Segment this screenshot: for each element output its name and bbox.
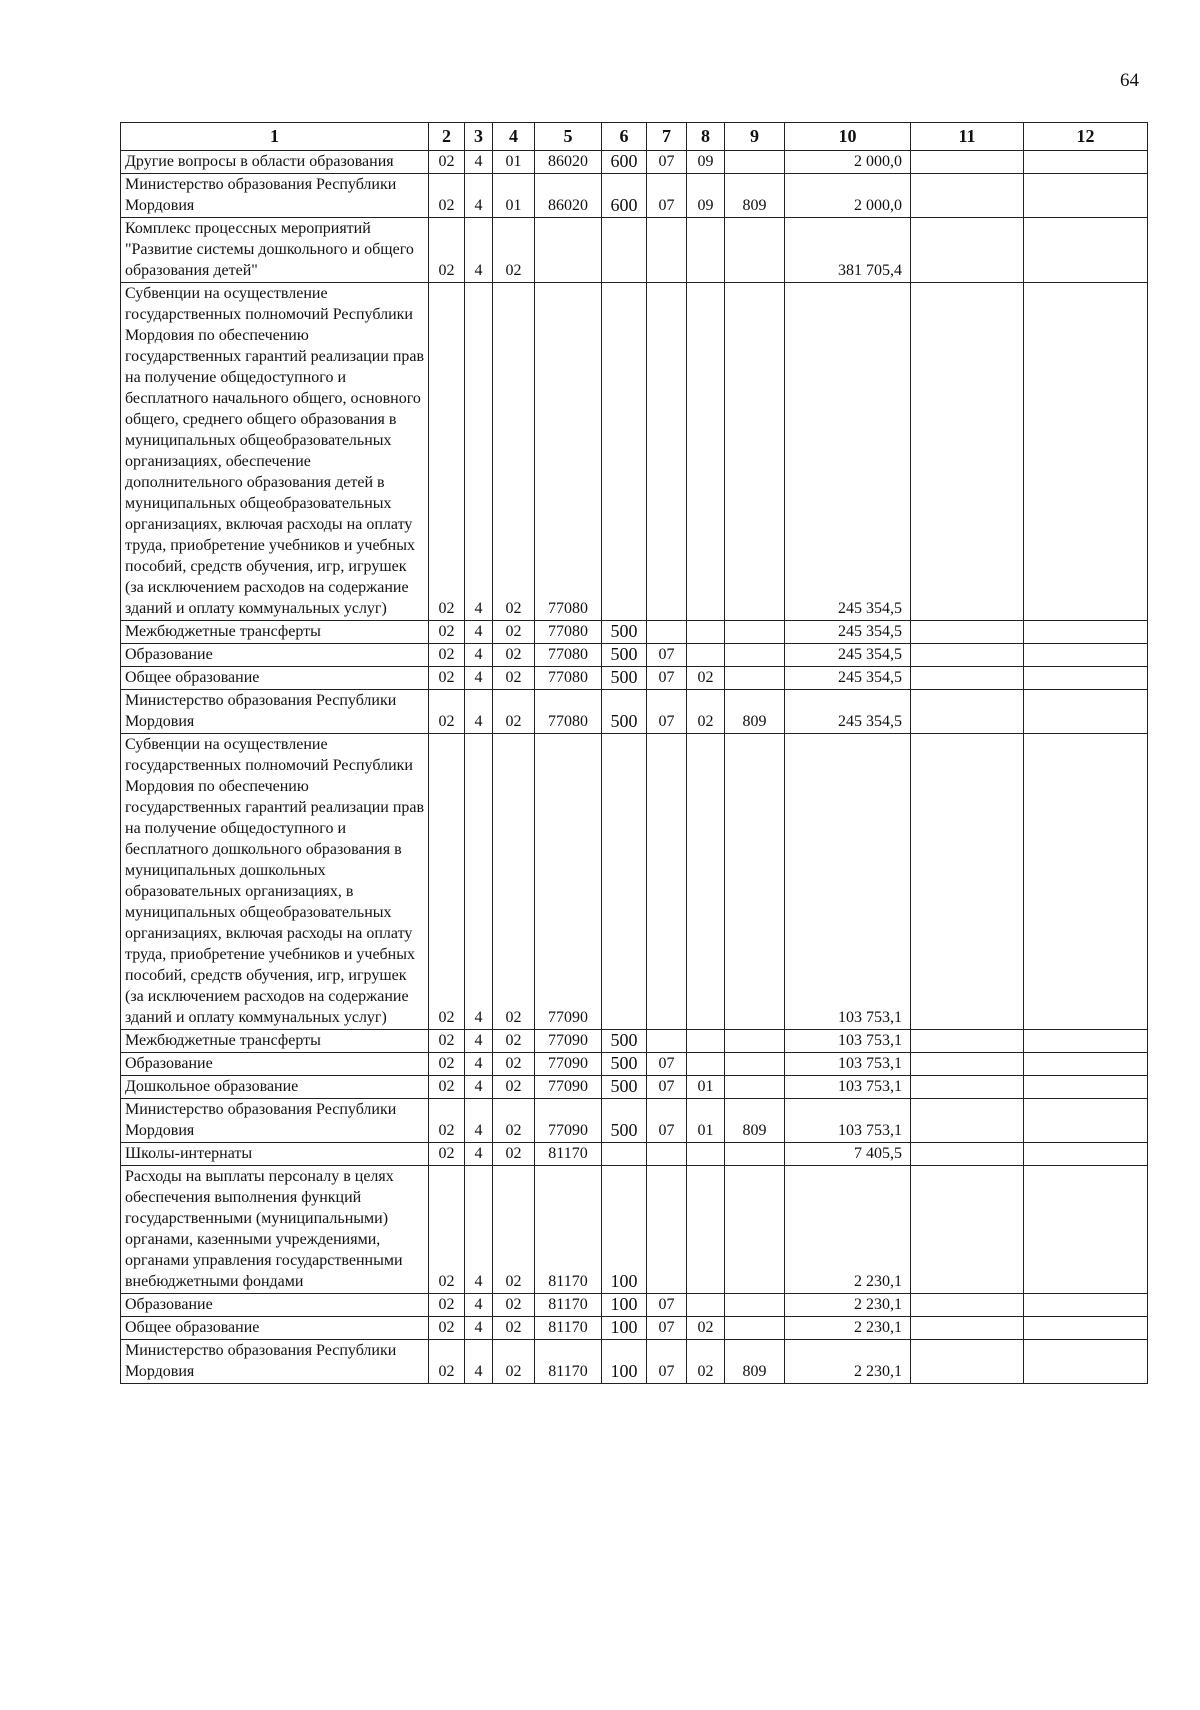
code-cell: 4 <box>465 1143 493 1166</box>
code-cell: 02 <box>429 283 465 621</box>
code-cell <box>725 734 785 1030</box>
amount-cell: 245 354,5 <box>785 283 911 621</box>
code-cell: 02 <box>493 218 535 283</box>
code-cell: 77080 <box>535 283 602 621</box>
code-cell <box>725 218 785 283</box>
table-row <box>121 1166 1148 1294</box>
row-description: Министерство образования Республики Мордовия <box>121 1340 429 1384</box>
code-cell <box>602 1143 647 1166</box>
code-cell: 500 <box>602 667 647 690</box>
row-description: Субвенции на осуществление государственных полномочий Республики Мордовия по обеспечению государственных гарантий реализации прав на получение общедоступного и бесплатного дошкольного образования в муниципальных дошкольных образовательных организациях, в муниципальных общеобразовательных организациях, включая расходы на оплату труда, приобретение учебников и учебных пособий, средств обучения, игр, игрушек (за исключением расходов на содержание зданий и оплату коммунальных услуг) <box>121 734 429 1030</box>
row-description: Общее образование <box>121 667 429 690</box>
code-cell: 02 <box>429 218 465 283</box>
code-cell: 100 <box>602 1340 647 1384</box>
code-cell <box>911 1030 1024 1053</box>
code-cell: 02 <box>493 1166 535 1294</box>
code-cell <box>911 1076 1024 1099</box>
column-header-3: 3 <box>465 123 493 151</box>
code-cell <box>687 644 725 667</box>
code-cell <box>911 690 1024 734</box>
code-cell: 100 <box>602 1317 647 1340</box>
row-description: Межбюджетные трансферты <box>121 1030 429 1053</box>
code-cell: 02 <box>493 621 535 644</box>
code-cell <box>911 1340 1024 1384</box>
row-description: Образование <box>121 1294 429 1317</box>
code-cell: 07 <box>647 667 687 690</box>
code-cell <box>1024 1076 1148 1099</box>
code-cell: 500 <box>602 1030 647 1053</box>
table-row <box>121 1030 1148 1053</box>
amount-cell: 245 354,5 <box>785 621 911 644</box>
code-cell: 02 <box>429 1143 465 1166</box>
code-cell: 77090 <box>535 1030 602 1053</box>
code-cell <box>725 1030 785 1053</box>
code-cell: 77080 <box>535 667 602 690</box>
code-cell <box>725 151 785 174</box>
table-row <box>121 283 1148 621</box>
amount-cell: 2 230,1 <box>785 1317 911 1340</box>
table-row <box>121 621 1148 644</box>
code-cell: 77080 <box>535 621 602 644</box>
code-cell: 02 <box>429 644 465 667</box>
code-cell: 02 <box>429 1030 465 1053</box>
code-cell: 81170 <box>535 1340 602 1384</box>
code-cell: 81170 <box>535 1143 602 1166</box>
table-row <box>121 151 1148 174</box>
code-cell <box>647 734 687 1030</box>
code-cell <box>602 218 647 283</box>
code-cell: 02 <box>493 1317 535 1340</box>
code-cell <box>725 1053 785 1076</box>
code-cell: 01 <box>687 1076 725 1099</box>
column-header-8: 8 <box>687 123 725 151</box>
page-number: 64 <box>1120 70 1139 91</box>
code-cell: 77090 <box>535 1053 602 1076</box>
code-cell: 09 <box>687 151 725 174</box>
code-cell: 02 <box>687 1317 725 1340</box>
code-cell <box>911 1294 1024 1317</box>
row-description: Субвенции на осуществление государственных полномочий Республики Мордовия по обеспечению государственных гарантий реализации прав на получение общедоступного и бесплатного начального общего, основного общего, среднего общего образования в муниципальных общеобразовательных организациях, обеспечение дополнительного образования детей в муниципальных общеобразовательных организациях, включая расходы на оплату труда, приобретение учебников и учебных пособий, средств обучения, игр, игрушек (за исключением расходов на содержание зданий и оплату коммунальных услуг) <box>121 283 429 621</box>
code-cell <box>687 1053 725 1076</box>
code-cell: 500 <box>602 621 647 644</box>
amount-cell: 2 000,0 <box>785 174 911 218</box>
code-cell: 81170 <box>535 1294 602 1317</box>
column-header-6: 6 <box>602 123 647 151</box>
budget-table <box>120 122 1148 1384</box>
row-description: Общее образование <box>121 1317 429 1340</box>
code-cell <box>1024 1053 1148 1076</box>
code-cell <box>911 1099 1024 1143</box>
code-cell <box>725 1166 785 1294</box>
table-row <box>121 174 1148 218</box>
code-cell: 07 <box>647 1340 687 1384</box>
code-cell: 4 <box>465 644 493 667</box>
column-header-12: 12 <box>1024 123 1148 151</box>
code-cell <box>647 1030 687 1053</box>
row-description: Министерство образования Республики Мордовия <box>121 174 429 218</box>
column-header-1: 1 <box>121 123 429 151</box>
table-row <box>121 734 1148 1030</box>
code-cell <box>1024 1340 1148 1384</box>
code-cell: 77080 <box>535 690 602 734</box>
amount-cell: 103 753,1 <box>785 734 911 1030</box>
code-cell <box>911 218 1024 283</box>
amount-cell: 2 230,1 <box>785 1340 911 1384</box>
code-cell: 500 <box>602 1076 647 1099</box>
code-cell <box>911 283 1024 621</box>
code-cell: 07 <box>647 1076 687 1099</box>
table-body <box>121 151 1148 1384</box>
code-cell <box>647 218 687 283</box>
code-cell <box>687 218 725 283</box>
code-cell: 02 <box>429 690 465 734</box>
code-cell: 500 <box>602 690 647 734</box>
amount-cell: 245 354,5 <box>785 644 911 667</box>
code-cell: 500 <box>602 1053 647 1076</box>
code-cell: 01 <box>493 151 535 174</box>
code-cell: 02 <box>493 283 535 621</box>
code-cell: 809 <box>725 690 785 734</box>
table-row <box>121 1294 1148 1317</box>
code-cell <box>687 1030 725 1053</box>
code-cell: 4 <box>465 690 493 734</box>
code-cell <box>535 218 602 283</box>
code-cell: 07 <box>647 1294 687 1317</box>
amount-cell: 245 354,5 <box>785 667 911 690</box>
row-description: Министерство образования Республики Мордовия <box>121 690 429 734</box>
row-description: Образование <box>121 1053 429 1076</box>
code-cell <box>725 1317 785 1340</box>
code-cell <box>1024 1294 1148 1317</box>
code-cell: 4 <box>465 151 493 174</box>
table-row <box>121 1099 1148 1143</box>
code-cell: 07 <box>647 1317 687 1340</box>
amount-cell: 245 354,5 <box>785 690 911 734</box>
code-cell <box>911 1143 1024 1166</box>
table-row <box>121 218 1148 283</box>
code-cell <box>1024 1030 1148 1053</box>
code-cell: 02 <box>493 1099 535 1143</box>
code-cell: 4 <box>465 218 493 283</box>
code-cell: 02 <box>429 667 465 690</box>
code-cell: 4 <box>465 1294 493 1317</box>
code-cell: 500 <box>602 644 647 667</box>
code-cell <box>687 1166 725 1294</box>
code-cell <box>725 644 785 667</box>
amount-cell: 2 230,1 <box>785 1166 911 1294</box>
code-cell: 02 <box>429 1053 465 1076</box>
table-header <box>121 123 1148 151</box>
code-cell <box>647 1166 687 1294</box>
table-row <box>121 1076 1148 1099</box>
code-cell <box>647 283 687 621</box>
code-cell <box>725 283 785 621</box>
code-cell: 86020 <box>535 151 602 174</box>
code-cell: 07 <box>647 174 687 218</box>
amount-cell: 7 405,5 <box>785 1143 911 1166</box>
amount-cell: 103 753,1 <box>785 1053 911 1076</box>
code-cell: 809 <box>725 174 785 218</box>
code-cell: 02 <box>429 1099 465 1143</box>
row-description: Министерство образования Республики Мордовия <box>121 1099 429 1143</box>
column-header-7: 7 <box>647 123 687 151</box>
code-cell: 02 <box>493 1053 535 1076</box>
code-cell <box>911 734 1024 1030</box>
code-cell: 02 <box>493 1143 535 1166</box>
code-cell: 4 <box>465 283 493 621</box>
column-header-5: 5 <box>535 123 602 151</box>
code-cell: 809 <box>725 1099 785 1143</box>
amount-cell: 2 000,0 <box>785 151 911 174</box>
row-description: Расходы на выплаты персоналу в целях обеспечения выполнения функций государственными (муниципальными) органами, казенными учреждениями, органами управления государственными внебюджетными фондами <box>121 1166 429 1294</box>
amount-cell: 381 705,4 <box>785 218 911 283</box>
code-cell <box>725 667 785 690</box>
code-cell <box>911 667 1024 690</box>
code-cell: 4 <box>465 1099 493 1143</box>
code-cell: 07 <box>647 151 687 174</box>
code-cell <box>1024 174 1148 218</box>
code-cell: 4 <box>465 1030 493 1053</box>
code-cell: 01 <box>493 174 535 218</box>
amount-cell: 103 753,1 <box>785 1076 911 1099</box>
code-cell: 02 <box>687 1340 725 1384</box>
code-cell <box>687 1294 725 1317</box>
table-row <box>121 1053 1148 1076</box>
code-cell <box>647 1143 687 1166</box>
code-cell <box>725 1076 785 1099</box>
column-header-11: 11 <box>911 123 1024 151</box>
code-cell <box>1024 1099 1148 1143</box>
code-cell: 02 <box>687 667 725 690</box>
code-cell <box>1024 734 1148 1030</box>
code-cell <box>1024 1166 1148 1294</box>
code-cell: 77090 <box>535 1099 602 1143</box>
code-cell <box>911 174 1024 218</box>
row-description: Дошкольное образование <box>121 1076 429 1099</box>
code-cell: 4 <box>465 734 493 1030</box>
code-cell: 07 <box>647 690 687 734</box>
column-header-2: 2 <box>429 123 465 151</box>
code-cell: 100 <box>602 1166 647 1294</box>
code-cell: 4 <box>465 1076 493 1099</box>
code-cell: 77090 <box>535 734 602 1030</box>
code-cell: 02 <box>687 690 725 734</box>
code-cell <box>911 1166 1024 1294</box>
row-description: Образование <box>121 644 429 667</box>
code-cell: 4 <box>465 1166 493 1294</box>
code-cell: 600 <box>602 151 647 174</box>
code-cell <box>1024 151 1148 174</box>
code-cell <box>725 1143 785 1166</box>
code-cell: 02 <box>429 734 465 1030</box>
amount-cell: 103 753,1 <box>785 1030 911 1053</box>
amount-cell: 2 230,1 <box>785 1294 911 1317</box>
amount-cell: 103 753,1 <box>785 1099 911 1143</box>
table-row <box>121 690 1148 734</box>
code-cell <box>911 151 1024 174</box>
code-cell <box>725 621 785 644</box>
code-cell: 02 <box>429 1166 465 1294</box>
code-cell: 81170 <box>535 1317 602 1340</box>
code-cell: 600 <box>602 174 647 218</box>
header-row <box>121 123 1148 151</box>
code-cell: 4 <box>465 1317 493 1340</box>
code-cell: 02 <box>429 1340 465 1384</box>
code-cell: 02 <box>429 174 465 218</box>
code-cell <box>911 621 1024 644</box>
code-cell <box>687 734 725 1030</box>
code-cell: 4 <box>465 621 493 644</box>
column-header-10: 10 <box>785 123 911 151</box>
table-row <box>121 1340 1148 1384</box>
code-cell: 02 <box>429 1076 465 1099</box>
code-cell <box>1024 667 1148 690</box>
code-cell: 4 <box>465 1340 493 1384</box>
code-cell: 07 <box>647 644 687 667</box>
code-cell: 02 <box>493 1340 535 1384</box>
code-cell: 07 <box>647 1053 687 1076</box>
code-cell: 02 <box>493 644 535 667</box>
code-cell <box>725 1294 785 1317</box>
code-cell: 4 <box>465 174 493 218</box>
code-cell <box>687 621 725 644</box>
code-cell: 77090 <box>535 1076 602 1099</box>
code-cell: 02 <box>493 1030 535 1053</box>
row-description: Комплекс процессных мероприятий "Развитие системы дошкольного и общего образования детей" <box>121 218 429 283</box>
code-cell <box>602 283 647 621</box>
code-cell: 02 <box>493 690 535 734</box>
code-cell: 86020 <box>535 174 602 218</box>
code-cell: 02 <box>493 1076 535 1099</box>
code-cell: 01 <box>687 1099 725 1143</box>
code-cell: 02 <box>429 621 465 644</box>
table-row <box>121 1143 1148 1166</box>
code-cell: 100 <box>602 1294 647 1317</box>
code-cell <box>1024 621 1148 644</box>
code-cell <box>647 621 687 644</box>
code-cell <box>602 734 647 1030</box>
table-row <box>121 644 1148 667</box>
table-row <box>121 1317 1148 1340</box>
code-cell: 02 <box>493 1294 535 1317</box>
code-cell: 02 <box>429 1294 465 1317</box>
code-cell: 02 <box>493 734 535 1030</box>
row-description: Другие вопросы в области образования <box>121 151 429 174</box>
code-cell <box>1024 218 1148 283</box>
code-cell: 4 <box>465 667 493 690</box>
column-header-9: 9 <box>725 123 785 151</box>
code-cell <box>687 283 725 621</box>
code-cell <box>1024 1317 1148 1340</box>
code-cell: 809 <box>725 1340 785 1384</box>
code-cell <box>687 1143 725 1166</box>
code-cell <box>1024 283 1148 621</box>
code-cell <box>1024 1143 1148 1166</box>
code-cell <box>911 1317 1024 1340</box>
code-cell <box>911 644 1024 667</box>
table-row <box>121 667 1148 690</box>
code-cell <box>911 1053 1024 1076</box>
row-description: Школы-интернаты <box>121 1143 429 1166</box>
code-cell: 02 <box>429 1317 465 1340</box>
row-description: Межбюджетные трансферты <box>121 621 429 644</box>
column-header-4: 4 <box>493 123 535 151</box>
code-cell: 07 <box>647 1099 687 1143</box>
code-cell: 02 <box>493 667 535 690</box>
code-cell: 500 <box>602 1099 647 1143</box>
code-cell <box>1024 644 1148 667</box>
code-cell: 77080 <box>535 644 602 667</box>
code-cell: 4 <box>465 1053 493 1076</box>
code-cell <box>1024 690 1148 734</box>
code-cell: 81170 <box>535 1166 602 1294</box>
code-cell: 09 <box>687 174 725 218</box>
code-cell: 02 <box>429 151 465 174</box>
